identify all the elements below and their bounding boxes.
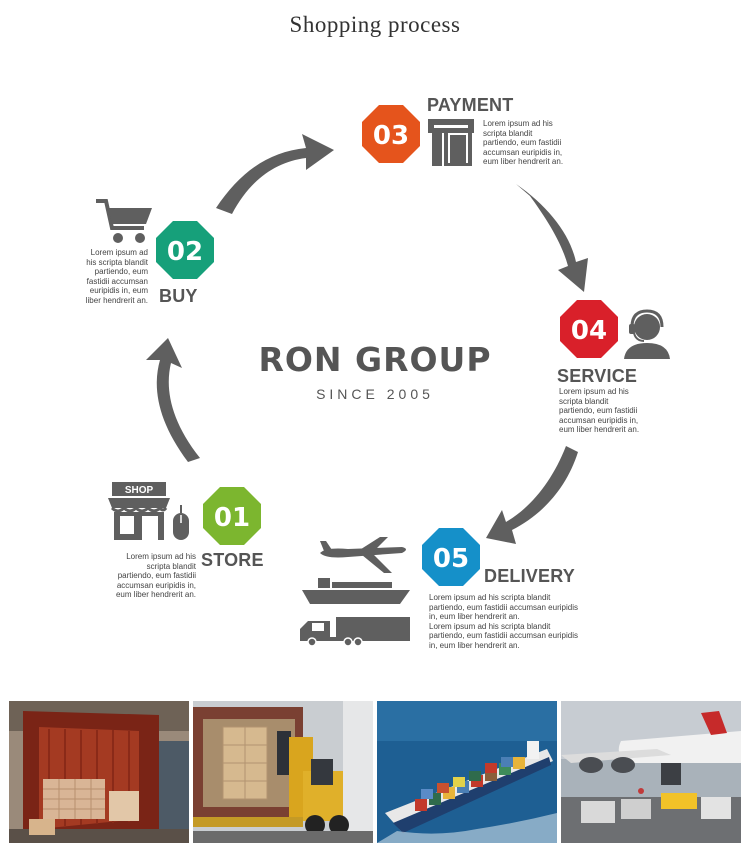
- headset-icon: [622, 307, 672, 364]
- atm-icon: [428, 119, 476, 172]
- step-05-badge: [421, 527, 481, 587]
- arrow-store-to-buy: [146, 338, 200, 462]
- cart-icon: [96, 198, 154, 251]
- mouse-icon: [172, 505, 190, 546]
- airplane-icon: [318, 537, 410, 580]
- step-05-number: 05: [432, 544, 470, 574]
- step-01-desc: Lorem ipsum ad his scripta blandit partiendo, eum fastidii accumsan euripidis in, eum liber hendrerit an.: [115, 552, 196, 600]
- step-04-label: SERVICE: [557, 366, 638, 386]
- step-04-desc: Lorem ipsum ad his scripta blandit partiendo, eum fastidii accumsan euripidis in, eum liber hendrerit an.: [559, 387, 640, 435]
- page-title: Shopping process: [289, 12, 461, 37]
- step-05-label: DELIVERY: [484, 566, 575, 586]
- step-01-number: 01: [213, 503, 251, 533]
- step-03-label: PAYMENT: [427, 95, 514, 115]
- step-05-desc: Lorem ipsum ad his scripta blandit partiendo, eum fastidii accumsan euripidis in, eum liber hendrerit an. Lorem ipsum ad his scripta blandit partiendo, eum fastidii accumsan euripidis in, eum liber hendrerit an.: [429, 593, 578, 650]
- ship-icon: [302, 578, 412, 611]
- brand-name: RON GROUP: [258, 340, 492, 379]
- step-02-label: BUY: [159, 286, 198, 306]
- step-03-badge: [361, 104, 421, 164]
- step-04-badge: [559, 299, 619, 359]
- shop-sign-text: SHOP: [124, 485, 154, 496]
- step-03-desc: Lorem ipsum ad his scripta blandit partiendo, eum fastidii accumsan euripidis in, eum liber hendrerit an.: [483, 119, 564, 167]
- step-02-number: 02: [166, 237, 204, 267]
- arrow-service-to-delivery: [486, 446, 578, 544]
- container-loading-photo: [9, 701, 189, 843]
- step-01-label: STORE: [201, 550, 264, 570]
- step-01-badge: [202, 486, 262, 546]
- step-02-desc: Lorem ipsum ad his scripta blandit partiendo, eum fastidii accumsan euripidis in, eum liber hendrerit an.: [85, 248, 148, 305]
- step-02-badge: [155, 220, 215, 280]
- shop-icon: [108, 482, 170, 547]
- cargo-ship-photo: [377, 701, 557, 843]
- photo-strip: [9, 701, 741, 843]
- forklift-photo: [193, 701, 373, 843]
- step-03-number: 03: [372, 121, 410, 151]
- step-04-number: 04: [570, 316, 608, 346]
- brand-since: SINCE 2005: [316, 386, 434, 402]
- arrow-buy-to-payment: [216, 134, 334, 214]
- truck-icon: [300, 617, 412, 652]
- airplane-cargo-photo: [561, 701, 741, 843]
- arrow-payment-to-service: [516, 184, 588, 292]
